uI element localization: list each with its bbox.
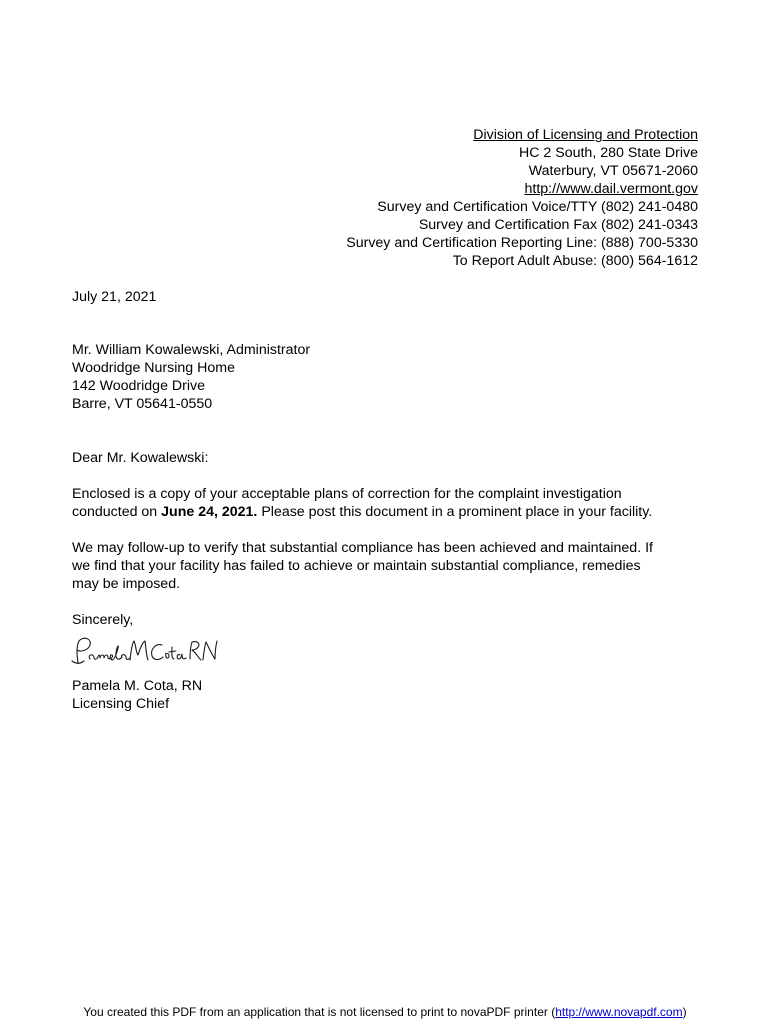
abuse-phone: To Report Adult Abuse: (800) 564-1612 (452, 253, 698, 269)
paragraph-2-line-3: may be imposed. (72, 576, 181, 592)
letter-date: July 21, 2021 (72, 289, 157, 305)
closing: Sincerely, (72, 612, 134, 628)
footer-text: You created this PDF from an application that is not licensed to print to novaPDF printer ( (83, 1005, 556, 1019)
address-line-1: HC 2 South, 280 State Drive (518, 145, 698, 161)
signer-block (72, 677, 202, 713)
signer-name: Pamela M. Cota, RN (72, 678, 203, 694)
recipient-city: Barre, VT 05641-0550 (72, 396, 213, 412)
handwritten-signature (70, 633, 220, 673)
recipient-street: 142 Woodridge Drive (72, 378, 206, 394)
paragraph-1-line-1: Enclosed is a copy of your acceptable plans of correction for the complaint investigation (72, 486, 622, 502)
investigation-date: June 24, 2021. (161, 504, 258, 520)
paragraph-2-line-1: We may follow-up to verify that substantial compliance has been achieved and maintained. If (72, 540, 653, 556)
voice-phone: Survey and Certification Voice/TTY (802) 241-0480 (377, 199, 698, 215)
recipient-name: Mr. William Kowalewski, Administrator (72, 342, 311, 358)
footer-text-end: ) (682, 1005, 687, 1019)
paragraph-2-line-2: we find that your facility has failed to achieve or maintain substantial compliance, remedies (72, 558, 641, 574)
paragraph-1-suffix: Please post this document in a prominent place in your facility. (257, 504, 653, 520)
division-name: Division of Licensing and Protection (473, 127, 698, 143)
recipient-block (72, 341, 310, 413)
paragraph-1-line-2 (72, 503, 702, 521)
website-link[interactable]: http://www.dail.vermont.gov (524, 181, 698, 197)
footer-link[interactable]: http://www.novapdf.com (555, 1005, 683, 1019)
paragraph-2 (72, 539, 702, 593)
fax-phone: Survey and Certification Fax (802) 241-0343 (418, 217, 698, 233)
recipient-facility: Woodridge Nursing Home (72, 360, 235, 376)
salutation: Dear Mr. Kowalewski: (72, 450, 209, 466)
signer-title: Licensing Chief (72, 696, 170, 712)
paragraph-1-prefix: conducted on (72, 504, 162, 520)
footer-notice (0, 1004, 770, 1020)
reporting-phone: Survey and Certification Reporting Line: (888) 700-5330 (346, 235, 698, 251)
letterhead (346, 126, 698, 270)
address-line-2: Waterbury, VT 05671-2060 (528, 163, 698, 179)
paragraph-1 (72, 485, 702, 521)
